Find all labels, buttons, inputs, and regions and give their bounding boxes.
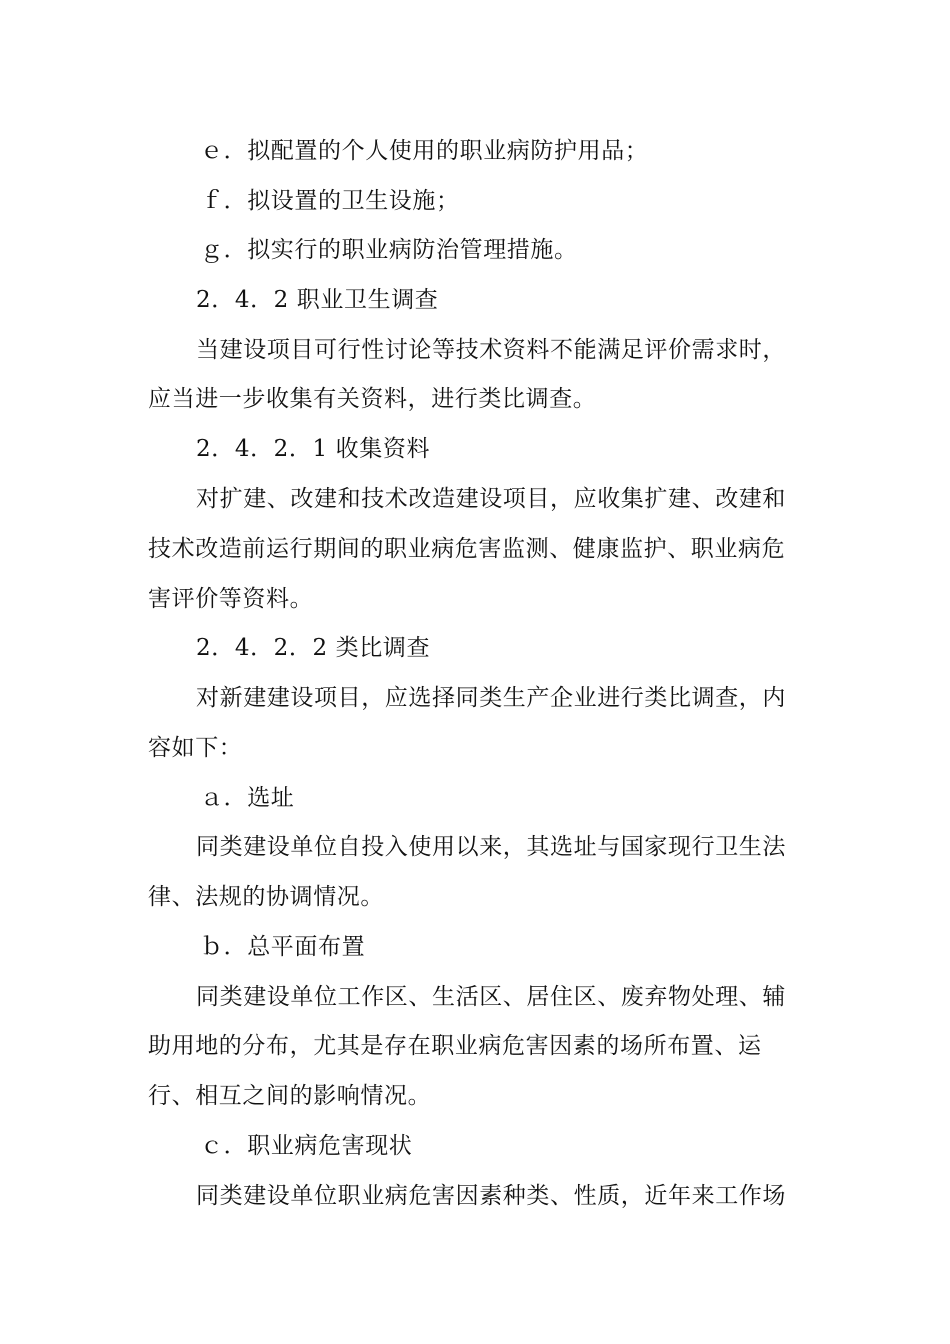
paragraph-line: 当建设项目可行性讨论等技术资料不能满足评价需求时， xyxy=(196,337,786,363)
paragraph-line: 律、法规的协调情况。 xyxy=(148,884,384,910)
subsection-heading: 2．4．2．2 类比调查 xyxy=(196,635,431,661)
paragraph-line: 助用地的分布，尤其是存在职业病危害因素的场所布置、运 xyxy=(148,1033,762,1059)
paragraph-line: 技术改造前运行期间的职业病危害监测、健康监护、职业病危 xyxy=(148,536,786,562)
section-heading: 2．4．2 职业卫生调查 xyxy=(196,287,439,313)
list-item-e: ｅ．拟配置的个人使用的职业病防护用品； xyxy=(200,138,649,164)
paragraph-line: 对新建建设项目，应选择同类生产企业进行类比调查，内 xyxy=(196,685,786,711)
list-item-c: ｃ．职业病危害现状 xyxy=(200,1133,413,1159)
list-item-g: ｇ．拟实行的职业病防治管理措施。 xyxy=(200,237,578,263)
paragraph-line: 同类建设单位工作区、生活区、居住区、废弃物处理、辅 xyxy=(196,984,786,1010)
paragraph-line: 对扩建、改建和技术改造建设项目，应收集扩建、改建和 xyxy=(196,486,786,512)
paragraph-line: 害评价等资料。 xyxy=(148,586,314,612)
list-item-f: ｆ．拟设置的卫生设施； xyxy=(200,188,460,214)
paragraph-line: 行、相互之间的影响情况。 xyxy=(148,1083,432,1109)
paragraph-line: 容如下： xyxy=(148,735,243,761)
paragraph-line: 同类建设单位职业病危害因素种类、性质，近年来工作场 xyxy=(196,1183,786,1209)
paragraph-line: 应当进一步收集有关资料，进行类比调查。 xyxy=(148,386,597,412)
list-item-b: ｂ．总平面布置 xyxy=(200,934,366,960)
list-item-a: ａ．选址 xyxy=(200,785,295,811)
paragraph-line: 同类建设单位自投入使用以来，其选址与国家现行卫生法 xyxy=(196,834,786,860)
subsection-heading: 2．4．2．1 收集资料 xyxy=(196,436,431,462)
